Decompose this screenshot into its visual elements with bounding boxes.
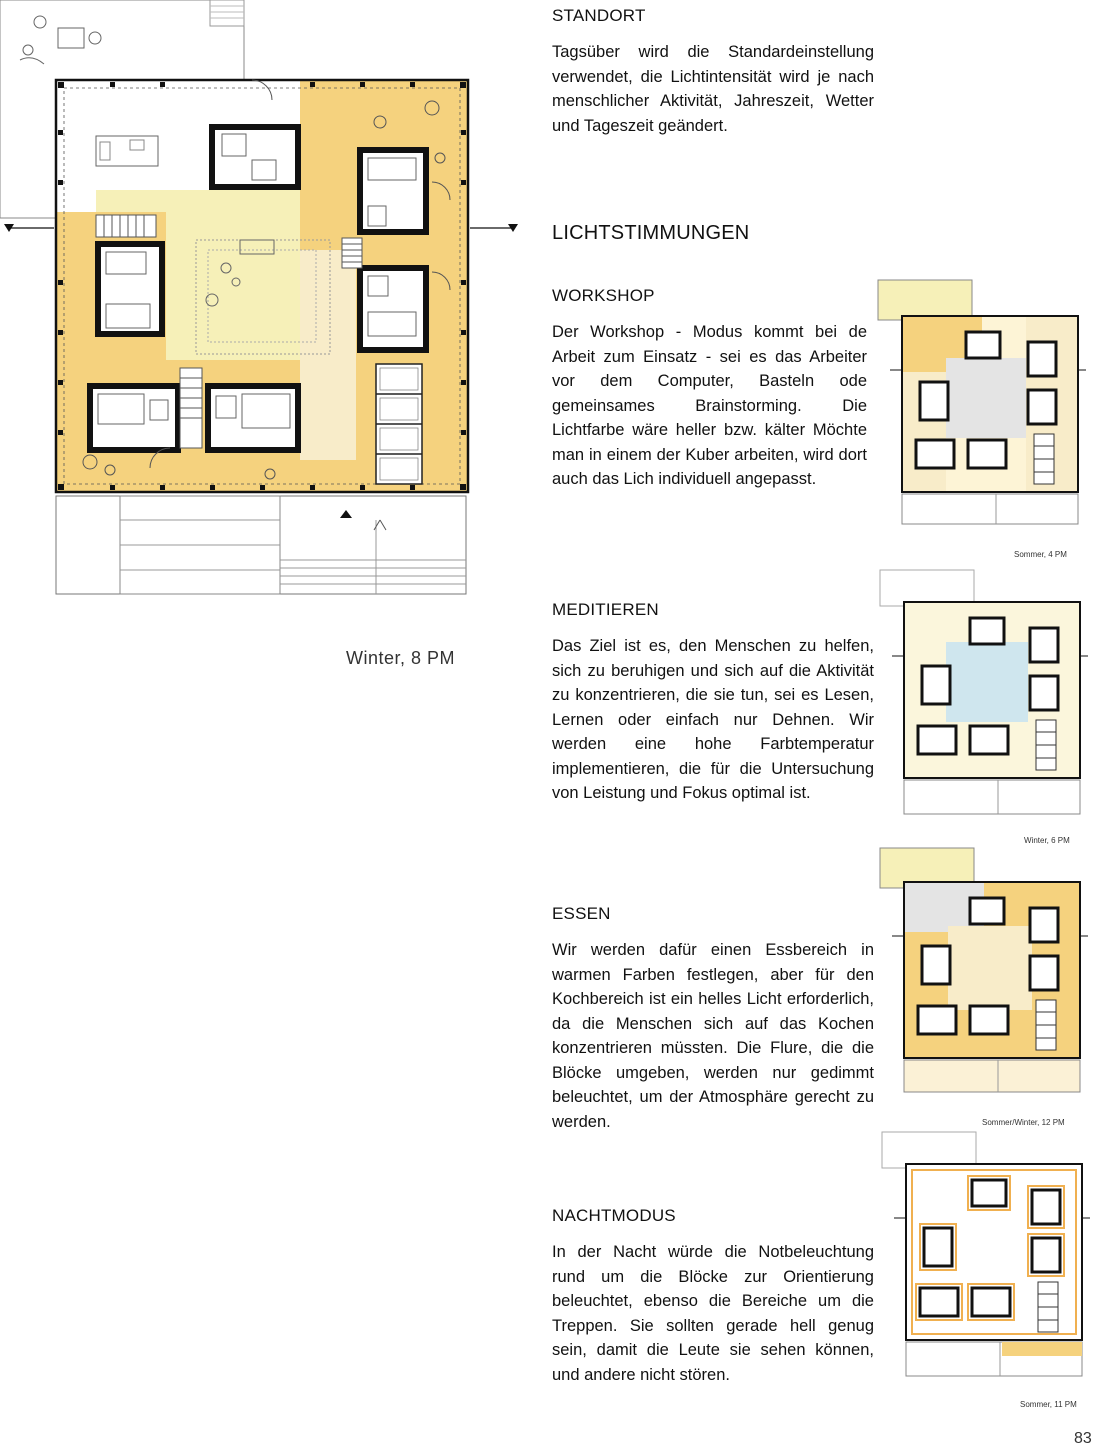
meditieren-thumbnail-plan (878, 568, 1088, 822)
standort-heading: STANDORT (552, 6, 646, 25)
standort-text: Tagsüber wird die Standardeinstellung verwendet, die Lichtintensität wird je nach menschlicher Aktivität, Jahreszeit, Wetter und Tageszeit geändert. (552, 43, 874, 135)
workshop-text: Der Workshop - Modus kommt bei de Arbeit zum Einsatz - sei es das Arbeiter vor dem Computer, Basteln ode gemeinsames Brainstorming. Die Lichtfarbe wäre heller bzw. kälter Möchte man in einem der Kuber arbeiten, wird dort auch das Lich individuell angepasst. (552, 323, 867, 488)
page-number: 83 (1074, 1430, 1092, 1447)
workshop-heading: WORKSHOP (552, 286, 655, 305)
nachtmodus-thumb-caption: Sommer, 11 PM (1020, 1400, 1077, 1409)
nachtmodus-thumbnail-plan (880, 1130, 1090, 1384)
lichtstimmungen-heading: LICHTSTIMMUNGEN (552, 222, 750, 244)
essen-heading: ESSEN (552, 904, 611, 923)
nachtmodus-heading: NACHTMODUS (552, 1206, 676, 1225)
nachtmodus-text: In der Nacht würde die Notbeleuchtung rund um die Blöcke zur Orientierung beleuchtet, ebenso die Bereiche um die Treppen. Sie sollten gerade hell genug sein, damit die Leute sie sehen können, und andere nicht stören. (552, 1243, 874, 1384)
workshop-thumb-caption: Sommer, 4 PM (1014, 550, 1067, 559)
meditieren-text: Das Ziel ist es, den Menschen zu helfen, sich zu beruhigen und sich auf die Aktivität zu konzentrieren, die sie tun, sei es Lesen, Lernen oder einfach nur Dehnen. Wir werden eine hohe Farbtemperatur implementieren, die für die Untersuchung von Leistung und Fokus optimal ist. (552, 637, 874, 802)
meditieren-thumb-caption: Winter, 6 PM (1024, 836, 1070, 845)
essen-text: Wir werden dafür einen Essbereich in warmen Farben festlegen, aber für den Kochbereich ist ein helles Licht erforderlich, da die Menschen sich auf das Kochen konzentrieren müssten. Die Flure, die die Blöcke umgeben, werden nur gedimmt beleuchtet, um der Atmosphäre gerecht zu werden. (552, 941, 874, 1131)
garden-furniture-icon (20, 16, 101, 64)
main-floor-plan (0, 0, 520, 600)
workshop-thumbnail-plan (876, 278, 1086, 532)
meditieren-heading: MEDITIEREN (552, 600, 659, 619)
essen-thumb-caption: Sommer/Winter, 12 PM (982, 1118, 1065, 1127)
main-plan-caption: Winter, 8 PM (346, 648, 456, 668)
essen-thumbnail-plan (878, 846, 1088, 1100)
entrance-arrow-icon (340, 510, 352, 518)
